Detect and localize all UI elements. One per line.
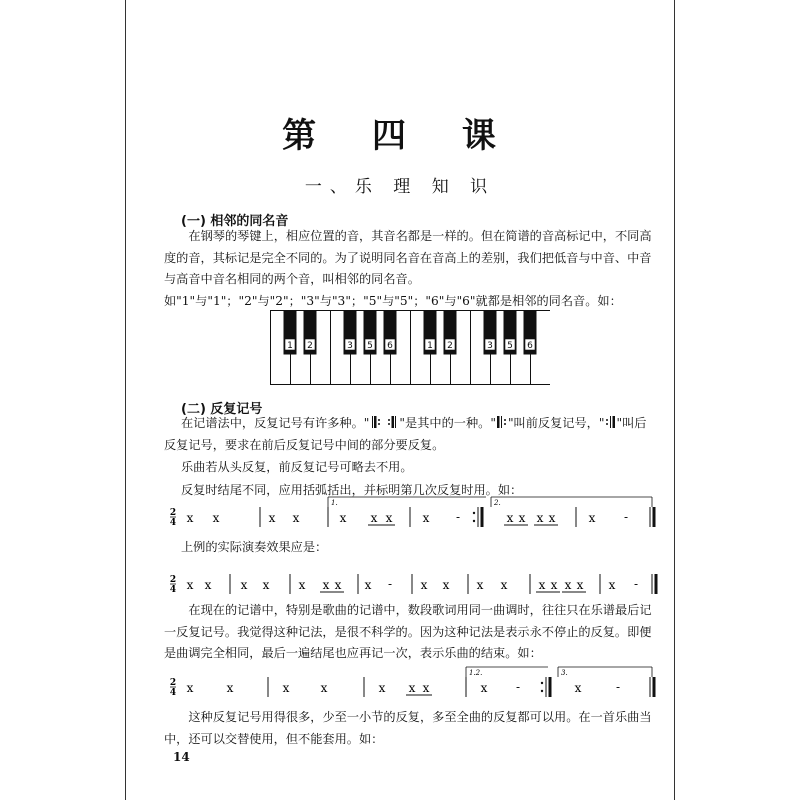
note-x: x xyxy=(186,681,194,695)
note-x: x xyxy=(550,578,558,592)
final-bar-thick xyxy=(655,574,658,594)
paragraph-ending-repeat xyxy=(164,600,654,665)
note-x: x xyxy=(574,681,582,695)
repeat-pair-icon xyxy=(369,415,399,429)
note-x: x xyxy=(186,511,194,525)
volta-label: 1. xyxy=(331,499,338,507)
note-x: x xyxy=(588,511,596,525)
time-signature-top: 2 xyxy=(169,678,177,688)
note-dash: - xyxy=(515,680,521,694)
note-x: x xyxy=(186,578,194,592)
note-x: x xyxy=(378,681,386,695)
note-x: x xyxy=(268,511,276,525)
note-x: x xyxy=(518,511,526,525)
score-1-caption: 上例的实际演奏效果应是： xyxy=(181,540,328,554)
note-x: x xyxy=(422,681,430,695)
note-x: x xyxy=(320,681,328,695)
note-x: x xyxy=(608,578,616,592)
note-x: x xyxy=(240,578,248,592)
end-repeat-icon xyxy=(604,415,616,429)
note-x: x xyxy=(282,681,290,695)
key-label: 5 xyxy=(367,341,373,351)
score-example-3 xyxy=(168,663,668,703)
heading-adjacent-notes: (一) 相邻的同名音 xyxy=(181,214,289,229)
paragraph-repeat-usage xyxy=(164,707,654,750)
repeat-dot xyxy=(473,520,475,522)
score-example-1 xyxy=(168,493,668,533)
paragraph-adjacent-notes xyxy=(164,226,654,312)
note-x: x xyxy=(408,681,416,695)
piano-keyboard xyxy=(270,310,550,385)
key-label: 2 xyxy=(447,341,453,351)
paragraph-text: 这种反复记号用得很多，少至一小节的反复，多至全曲的反复都可以用。在一首乐曲当中，还可以交替使用，但不能套用。如： xyxy=(164,710,652,746)
score-example-2 xyxy=(168,560,668,600)
note-x: x xyxy=(334,578,342,592)
repeat-bar-thick xyxy=(549,677,552,697)
heading-repeat-signs: (二) 反复记号 xyxy=(181,402,263,417)
note-x: x xyxy=(370,511,378,525)
repeat-dot xyxy=(541,690,543,692)
note-x: x xyxy=(298,578,306,592)
final-bar-thick xyxy=(653,507,656,527)
repeat-dot xyxy=(541,682,543,684)
repeat-line-2: 反复记号，要求在前后反复记号中间的部分要反复。 xyxy=(164,438,445,452)
text: 在记谱法中，反复记号有许多种。" xyxy=(181,416,370,430)
text: "是其中的一种。" xyxy=(399,416,496,430)
note-x: x xyxy=(422,511,430,525)
volta-label: 1.2. xyxy=(469,669,483,677)
note-dash: - xyxy=(387,577,393,591)
note-x: x xyxy=(322,578,330,592)
note-x: x xyxy=(442,578,450,592)
time-signature-bottom: 4 xyxy=(169,585,177,595)
note-x: x xyxy=(506,511,514,525)
note-x: x xyxy=(536,511,544,525)
time-signature-bottom: 4 xyxy=(169,518,177,528)
begin-repeat-icon xyxy=(496,415,508,429)
repeat-line-3: 乐曲若从头反复，前反复记号可略去不用。 xyxy=(181,460,413,474)
note-x: x xyxy=(339,511,347,525)
repeat-line-4: 反复时结尾不同，应用括弧括出，并标明第几次反复时用。如： xyxy=(181,483,523,497)
section-title: 一、乐 理 知 识 xyxy=(304,177,496,197)
repeat-line-1 xyxy=(181,414,646,431)
repeat-dot xyxy=(473,512,475,514)
volta-label: 2. xyxy=(494,499,501,507)
text: "叫前反复记号，" xyxy=(507,416,605,430)
key-label: 1 xyxy=(427,341,433,351)
page-number: 14 xyxy=(173,750,190,764)
note-dash: - xyxy=(615,680,621,694)
note-x: x xyxy=(548,511,556,525)
note-x: x xyxy=(500,578,508,592)
note-x: x xyxy=(226,681,234,695)
key-label: 5 xyxy=(507,341,513,351)
final-bar-thick xyxy=(653,677,656,697)
key-label: 6 xyxy=(527,341,533,351)
note-x: x xyxy=(420,578,428,592)
note-x: x xyxy=(204,578,212,592)
note-x: x xyxy=(538,578,546,592)
note-dash: - xyxy=(623,510,629,524)
time-signature-top: 2 xyxy=(169,575,177,585)
note-x: x xyxy=(476,578,484,592)
key-label: 2 xyxy=(307,341,313,351)
note-x: x xyxy=(364,578,372,592)
time-signature-bottom: 4 xyxy=(169,688,177,698)
note-dash: - xyxy=(455,510,461,524)
key-label: 1 xyxy=(287,341,293,351)
volta-label: 3. xyxy=(561,669,568,677)
note-x: x xyxy=(212,511,220,525)
note-x: x xyxy=(564,578,572,592)
key-label: 6 xyxy=(387,341,393,351)
paragraph-text: 在现在的记谱中，特别是歌曲的记谱中，数段歌词用同一曲调时，往往只在乐谱最后记一反复记号。我觉得这种记法，是很不科学的。因为这种记法是表示永不停止的反复。即便是曲调完全相同，最后一遍结尾也应再记一次，表示乐曲的结束。如： xyxy=(164,603,652,660)
paragraph-text: 在钢琴的琴键上，相应位置的音，其音名都是一样的。但在简谱的音高标记中，不同高度的音，其标记是完全不同的。为了说明同名音在音高上的差别，我们把低音与中音、中音与高音中音名相同的两个音，叫相邻的同名音。如"1"与"1"；"2"与"2"；"3"与"3"；"5"与"5"；"6"与"6"就都是相邻的同名音。如： xyxy=(164,229,652,308)
note-x: x xyxy=(385,511,393,525)
repeat-bar-thick xyxy=(481,507,484,527)
note-x: x xyxy=(480,681,488,695)
key-label: 3 xyxy=(487,341,493,351)
time-signature-top: 2 xyxy=(169,508,177,518)
note-x: x xyxy=(576,578,584,592)
lesson-title: 第 四 课 xyxy=(282,116,518,156)
key-label: 3 xyxy=(347,341,353,351)
note-x: x xyxy=(262,578,270,592)
note-x: x xyxy=(292,511,300,525)
note-dash: - xyxy=(633,577,639,591)
text: "叫后 xyxy=(616,416,647,430)
